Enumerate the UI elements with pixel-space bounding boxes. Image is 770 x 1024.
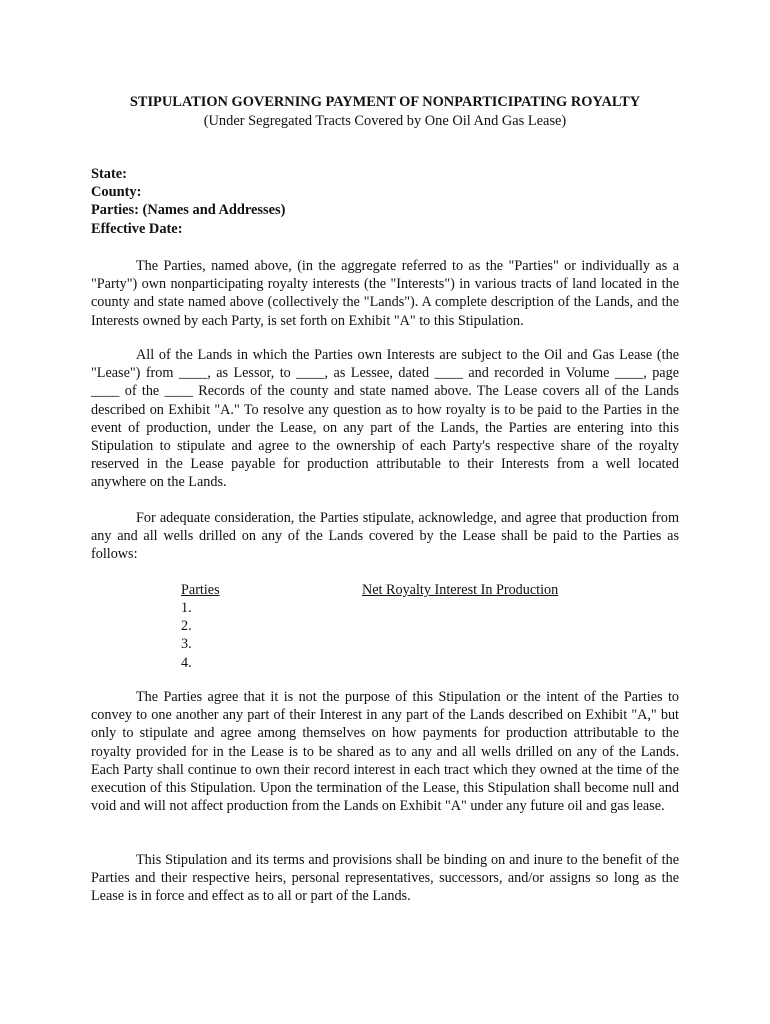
paragraph-binding: This Stipulation and its terms and provisions shall be binding on and inure to the benefit of the Parties and their respective heirs, personal representatives, successors, and/or assigns so long as the Lease is in force and effect as to all or part of the Lands. — [91, 852, 679, 905]
party-list — [181, 599, 192, 672]
table-header-net-royalty: Net Royalty Interest In Production — [362, 582, 559, 598]
document-title: STIPULATION GOVERNING PAYMENT OF NONPARTICIPATING ROYALTY — [129, 94, 641, 110]
paragraph-intent: The Parties agree that it is not the purpose of this Stipulation or the intent of the Parties to convey to one another any part of their Interest in any part of the Lands described on Exhibit "A," but only to stipulate and agree among themselves on how payments for production attributable to the royalty provided for in the Lease is to be shared as to any and all wells drilled on any of the Lands. Each Party shall continue to own their record interest in each tract which they owned at the time of the execution of this Stipulation. Upon the termination of the Lease, this Stipulation shall become null and void and will not affect production from the Lands on Exhibit "A" under any future oil and gas lease. — [91, 689, 679, 815]
list-item: 1. — [181, 600, 192, 616]
table-header-parties: Parties — [181, 582, 220, 598]
header-fields — [91, 165, 285, 238]
field-effective-date: Effective Date: — [91, 220, 183, 237]
list-item: 2. — [181, 618, 192, 635]
paragraph-lease: All of the Lands in which the Parties own Interests are subject to the Oil and Gas Lease (the "Lease") from ____, as Lessor, to ____, as Lessee, dated ____ and recorded in Volume ____, page ____ of the ____ Records of the county and state named above. The Lease covers all of the Lands described on Exhibit "A." To resolve any question as to how royalty is to be paid to the Parties in the event of production, under the Lease, on any part of the Lands, the Parties are entering into this Stipulation to stipulate and agree to the ownership of each Party's respective share of the royalty reserved in the Lease payable for production attributable to their Interests from a well located anywhere on the Lands. — [91, 347, 679, 491]
document-subtitle: (Under Segregated Tracts Covered by One Oil And Gas Lease) — [203, 113, 567, 129]
paragraph-consideration: For adequate consideration, the Parties stipulate, acknowledge, and agree that production from any and all wells drilled on any of the Lands covered by the Lease shall be paid to the Parties as follows: — [91, 510, 679, 563]
list-item: 3. — [181, 636, 192, 653]
field-parties: Parties: (Names and Addresses) — [91, 202, 286, 219]
list-item: 4. — [181, 654, 192, 671]
field-county: County: — [91, 184, 142, 201]
field-state: State: — [91, 166, 127, 182]
paragraph-parties: The Parties, named above, (in the aggregate referred to as the "Parties" or individually as a "Party") own nonparticipating royalty interests (the "Interests") in various tracts of land located in the county and state named above (collectively the "Lands"). A complete description of the Lands, and the Interests owned by each Party, is set forth on Exhibit "A" to this Stipulation. — [91, 258, 679, 329]
